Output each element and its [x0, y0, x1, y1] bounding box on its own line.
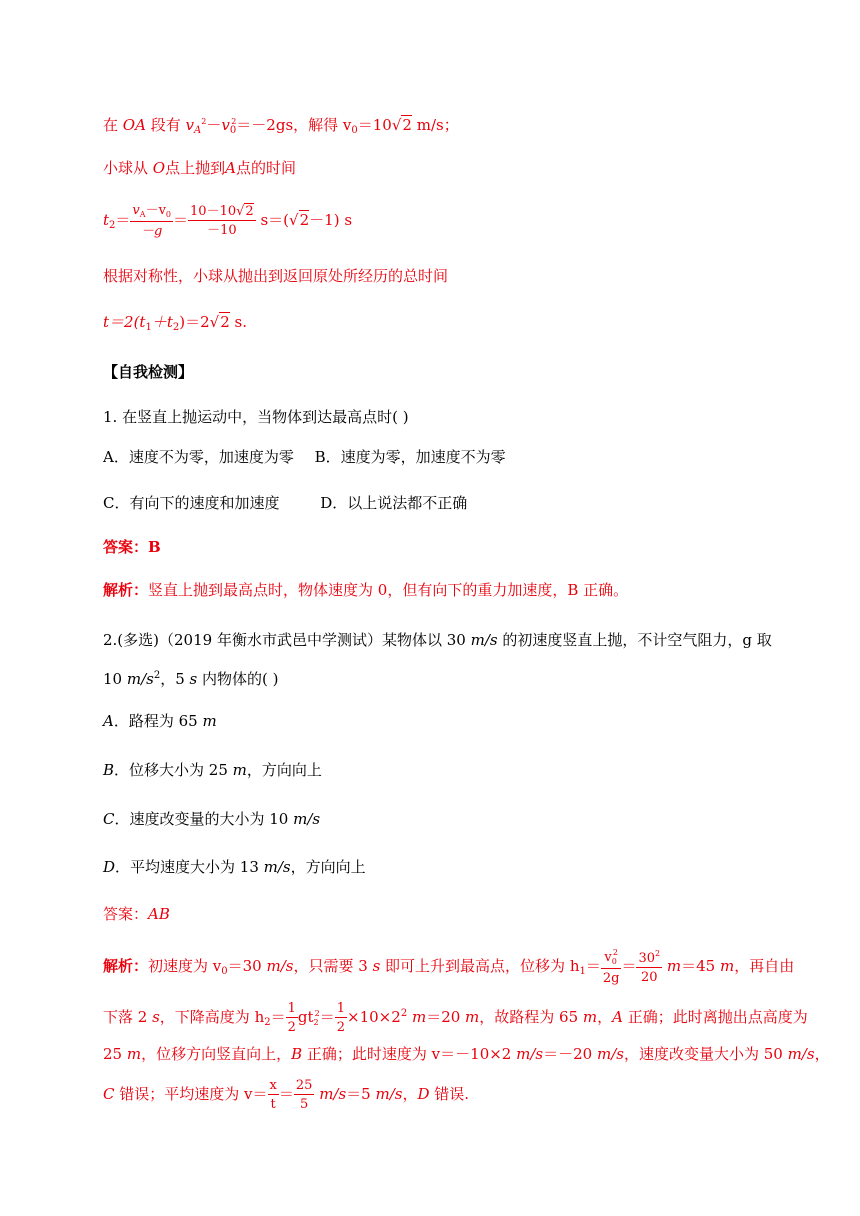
text: 2 — [336, 1020, 346, 1035]
sqrt-value: 2 — [245, 204, 254, 219]
text: m/s — [516, 1045, 544, 1063]
text: s＝( — [260, 211, 290, 229]
fraction — [294, 1079, 315, 1111]
text: ＝10 — [357, 116, 392, 134]
text: m/s — [263, 858, 291, 876]
text: t＝2(t — [103, 313, 146, 331]
text: 10－10 — [190, 204, 237, 219]
text: 1 — [336, 1001, 346, 1016]
question-2-analysis-line-1: 解析：初速度为 $v_0=30$ m/s，只需要 3 s 即可上升到最高点，位移为 $h_1=$ $\frac{v_0^2}{2g}$ ＝ $\frac{30^2}{20}$ m＝45 m，再自由 — [103, 948, 795, 986]
question-2-answer — [103, 904, 170, 924]
text: ＋t — [151, 313, 173, 331]
text: ＝ — [278, 1085, 294, 1103]
analysis-label: 解析： — [103, 581, 149, 599]
text: t — [103, 211, 110, 229]
fraction: $\frac{30^2}{20}$ — [638, 949, 661, 985]
text: m — [232, 761, 247, 779]
fraction: $\frac{10-10√2}{-10}$ — [190, 204, 254, 238]
question-2-stem-line-2: 10 $m/s^2$，5 s 内物体的( ) — [103, 670, 279, 688]
text: －1) s — [309, 211, 353, 229]
text: 竖直上抛到最高点时，物体速度为 0，但有向下的重力加速度，B 正确。 — [148, 581, 629, 599]
question-2-analysis-line-4 — [103, 1076, 469, 1112]
question-2-analysis-line-2: 下落 2 s，下降高度为 $h_2=$ $\frac{1}{2}$ $gt_2^2=$ $\frac{1}{2}$ $\times 10\times 2^2$ m＝20 m，故路程为 65 m，A 正确；此时离抛出点高度为 — [103, 1001, 808, 1035]
text: 5 — [299, 1097, 309, 1112]
text: s. — [229, 313, 247, 331]
text: ＝30 — [227, 957, 267, 975]
text: A — [103, 712, 114, 730]
text: v — [604, 950, 612, 965]
text: s — [189, 670, 198, 688]
text: 2 — [287, 1020, 296, 1035]
text: ， — [814, 1045, 830, 1063]
solution-line-4: 根据对称性，小球从抛出到返回原处所经历的总时间 — [103, 267, 449, 285]
text: m/s — [293, 810, 321, 828]
question-1-options-cd — [103, 493, 467, 513]
text: m/s； — [411, 116, 459, 134]
text: AB — [148, 905, 170, 923]
text: ＝20 — [426, 1008, 466, 1026]
fraction: $\frac{v_0^2}{2g}$ — [602, 948, 620, 986]
text: 的初速度竖直上抛，不计空气阻力，g 取 — [497, 631, 772, 649]
text: 20 — [641, 970, 658, 985]
text: 1 — [287, 1001, 296, 1016]
option-d: D．以上说法都不正确 — [320, 494, 468, 512]
text: C — [103, 1085, 115, 1103]
text: D — [417, 1085, 430, 1103]
text: ，5 — [160, 670, 190, 688]
text: ．位移大小为 25 — [114, 761, 233, 779]
text: A — [612, 1008, 623, 1026]
text: －v — [145, 203, 166, 218]
text: ＝－2gs，解得 v — [236, 116, 352, 134]
text: ， — [597, 1008, 613, 1026]
text: 正确；此时离抛出点高度为 — [623, 1008, 808, 1026]
sqrt-value: 2 — [220, 313, 230, 331]
text: m — [407, 1008, 427, 1026]
text: O — [152, 159, 166, 177]
text: m — [582, 1008, 598, 1026]
text: －10 — [207, 223, 237, 238]
text: m — [202, 712, 217, 730]
text: x — [269, 1078, 277, 1093]
text: 在 — [103, 116, 119, 134]
solution-line-2 — [103, 158, 296, 178]
text: )＝2 — [179, 313, 210, 331]
text: ×10×2 — [347, 1008, 401, 1026]
text: ＝ — [585, 957, 601, 975]
text: 错误；平均速度为 v＝ — [114, 1085, 268, 1103]
text: 正确；此时速度为 v＝－10×2 — [302, 1045, 517, 1063]
text: 点上抛到 — [165, 159, 226, 177]
text: ，下降高度为 h — [159, 1008, 265, 1026]
text: B — [103, 761, 115, 779]
text: 段有 — [150, 116, 181, 134]
text: A — [225, 159, 236, 177]
question-2-stem-line-1 — [103, 630, 772, 650]
text: s — [372, 957, 381, 975]
text: ，方向向上 — [246, 761, 322, 779]
text: m/s — [319, 1085, 347, 1103]
text: ，再自由 — [734, 957, 795, 975]
text: m — [126, 1045, 142, 1063]
text: 错误. — [429, 1085, 470, 1103]
question-2-option-a — [103, 711, 217, 731]
text: B — [291, 1045, 303, 1063]
text: 25 — [295, 1078, 313, 1093]
text: m — [465, 1008, 480, 1026]
text: ， — [402, 1085, 418, 1103]
text: ，速度改变量大小为 50 — [623, 1045, 788, 1063]
option-b: B．速度为零，加速度不为零 — [314, 448, 506, 466]
question-2-option-c — [103, 809, 320, 829]
text: m/s — [266, 957, 294, 975]
text: m — [662, 957, 682, 975]
question-1-answer: 答案：B — [103, 538, 161, 556]
text: D — [103, 858, 116, 876]
option-c: C．有向下的速度和加速度 — [103, 494, 280, 512]
text: 点的时间 — [235, 159, 296, 177]
text: 小球从 — [103, 159, 149, 177]
question-1-analysis — [103, 580, 628, 600]
text: ＝ — [319, 1008, 335, 1026]
option-a: A．速度不为零，加速度为零 — [103, 448, 294, 466]
text: m/s — [596, 1045, 624, 1063]
solution-line-5: $t=2(t_1+t_2)=2√2$ s. — [103, 313, 247, 333]
section-heading: 【自我检测】 — [103, 363, 194, 381]
text: 答案： — [103, 905, 149, 923]
fraction — [335, 1002, 347, 1034]
text: m — [719, 957, 735, 975]
text: m/s — [375, 1085, 403, 1103]
text: －g — [141, 224, 163, 239]
solution-line-1: 在 OA 段有 $v_A^2-v_0^2=-2gs$，解得 $v_0=10√2$ m/s； — [103, 116, 459, 136]
text: ，位移方向竖直向上， — [141, 1045, 292, 1063]
text: C — [103, 810, 115, 828]
text: 30 — [638, 951, 656, 966]
question-1-stem: 1. 在竖直上抛运动中，当物体到达最高点时( ) — [103, 408, 409, 426]
text: 下落 2 — [103, 1008, 153, 1026]
fraction: $\frac{v_A-v_0}{-g}$ — [132, 203, 172, 239]
fraction — [268, 1079, 279, 1111]
text: m/s — [470, 631, 498, 649]
text: 10 — [103, 670, 127, 688]
text: ，故路程为 65 — [479, 1008, 583, 1026]
text: 25 — [103, 1045, 127, 1063]
analysis-label: 解析： — [103, 957, 149, 975]
text: 初速度为 v — [148, 957, 222, 975]
question-2-analysis-line-3 — [103, 1044, 830, 1064]
sqrt-value: 2 — [299, 211, 310, 229]
t2-formula: $t_2=$ $\frac{v_A-v_0}{-g}$ ＝ $\frac{10-10√2}{-10}$ s＝(√2－1) s — [103, 203, 353, 239]
text: s — [152, 1008, 160, 1026]
text: ．平均速度大小为 13 — [115, 858, 264, 876]
text: v — [132, 203, 140, 218]
text: ，方向向上 — [290, 858, 366, 876]
text: ＝45 — [681, 957, 720, 975]
text: ．速度改变量的大小为 10 — [114, 810, 294, 828]
sqrt-value: 2 — [402, 116, 412, 134]
text: ，只需要 3 — [293, 957, 373, 975]
text: ＝－20 — [543, 1045, 597, 1063]
text: 2.(多选)（2019 年衡水市武邑中学测试）某物体以 30 — [103, 631, 471, 649]
text: gt — [297, 1008, 314, 1026]
question-2-option-d — [103, 857, 366, 877]
text: 内物体的( ) — [197, 670, 279, 688]
text: m/s — [126, 670, 154, 688]
question-2-option-b — [103, 760, 322, 780]
text: 即可上升到最高点，位移为 h — [380, 957, 580, 975]
text: ＝ — [270, 1008, 286, 1026]
text: m/s — [787, 1045, 815, 1063]
text: OA — [122, 116, 146, 134]
text: ．路程为 65 — [113, 712, 203, 730]
question-1-options-ab — [103, 447, 506, 467]
fraction — [286, 1002, 298, 1034]
text: 2g — [602, 971, 620, 986]
text: t — [270, 1097, 276, 1112]
text: ＝5 — [346, 1085, 376, 1103]
